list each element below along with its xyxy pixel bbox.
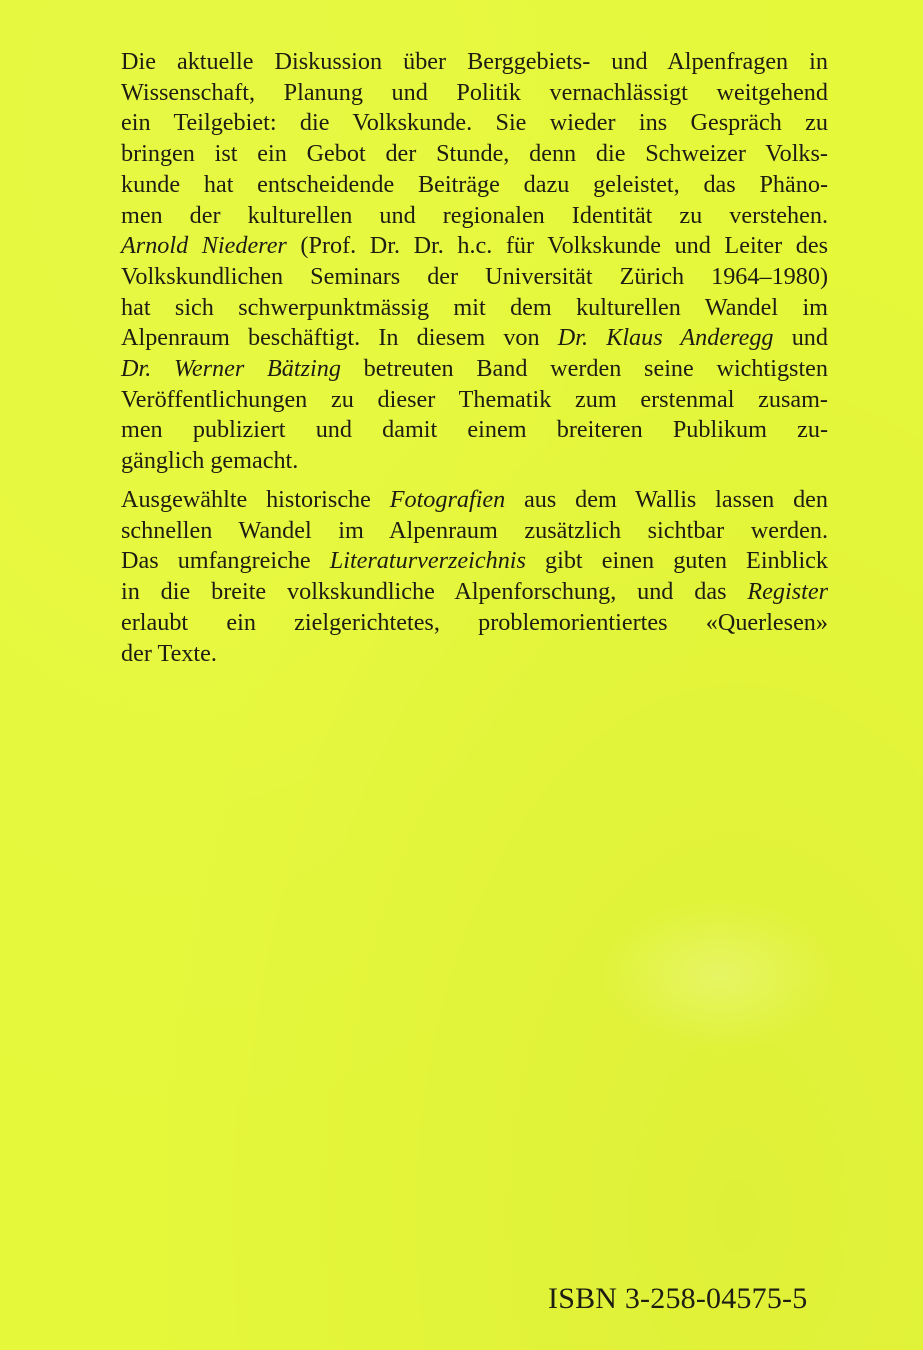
text-run: bringen ist ein Gebot der Stunde, denn die Schweizer Volks- xyxy=(121,140,828,168)
text-line xyxy=(121,577,828,608)
emphasis-term: Fotografien xyxy=(389,486,506,513)
text-line xyxy=(121,47,828,78)
text-run: Veröffentlichungen zu dieser Thematik zum erstenmal zusam- xyxy=(121,385,828,413)
text-run: erlaubt ein zielgerichtetes, problemorientiertes «Querlesen» xyxy=(121,608,828,636)
text-run: Die aktuelle Diskussion über Berggebiets- und Alpenfragen in xyxy=(121,48,828,75)
text-run: men publiziert und damit einem breiteren Publikum zu- xyxy=(121,416,828,444)
text-line xyxy=(121,108,828,139)
text-line xyxy=(121,385,828,416)
text-line xyxy=(121,446,828,477)
text-run: kunde hat entscheidende Beiträge dazu geleistet, das Phäno- xyxy=(121,170,828,198)
emphasis-term: Literaturverzeichnis xyxy=(329,547,526,575)
text-run: (Prof. Dr. Dr. h.c. für Volkskunde und Leiter des xyxy=(286,232,828,260)
text-run: gibt einen guten Einblick xyxy=(525,547,828,575)
text-run: gänglich gemacht. xyxy=(121,447,299,475)
text-line xyxy=(121,516,828,547)
text-line xyxy=(121,170,828,201)
contents-paragraph xyxy=(121,485,828,669)
text-line xyxy=(121,608,828,639)
text-run: Ausgewählte historische xyxy=(121,486,390,513)
text-line xyxy=(121,201,828,232)
description-paragraph xyxy=(121,47,828,477)
text-run: und xyxy=(773,324,828,352)
author-name: Arnold Niederer xyxy=(121,232,287,260)
text-line xyxy=(121,485,828,516)
text-line xyxy=(121,231,828,262)
emphasis-term: Register xyxy=(747,578,828,606)
text-line xyxy=(121,354,828,385)
editor-name: Dr. Klaus Anderegg xyxy=(557,324,774,352)
text-line xyxy=(121,262,828,293)
text-line xyxy=(121,78,828,109)
text-run: schnellen Wandel im Alpenraum zusätzlich sichtbar werden. xyxy=(121,516,828,544)
text-run: men der kulturellen und regionalen Identität zu verstehen. xyxy=(121,201,828,229)
text-run: betreuten Band werden seine wichtigsten xyxy=(340,355,828,383)
text-line xyxy=(121,546,828,577)
text-line xyxy=(121,323,828,354)
text-run: in die breite volkskundliche Alpenforschung, und das xyxy=(121,578,748,606)
text-line xyxy=(121,293,828,324)
editor-name: Dr. Werner Bätzing xyxy=(121,355,341,383)
text-run: hat sich schwerpunktmässig mit dem kulturellen Wandel im xyxy=(121,293,828,321)
text-run: der Texte. xyxy=(121,639,217,667)
cover-wear-mark xyxy=(600,900,840,1050)
text-run: ein Teilgebiet: die Volkskunde. Sie wieder ins Gespräch zu xyxy=(121,109,828,137)
isbn-number: ISBN 3-258-04575-5 xyxy=(548,1282,808,1315)
text-run: Volkskundlichen Seminars der Universität Zürich 1964–1980) xyxy=(121,262,828,290)
text-line xyxy=(121,415,828,446)
text-line xyxy=(121,139,828,170)
text-run: Wissenschaft, Planung und Politik vernachlässigt weitgehend xyxy=(121,78,828,106)
text-line xyxy=(121,639,828,670)
text-run: Das umfangreiche xyxy=(121,547,330,575)
text-run: Alpenraum beschäftigt. In diesem von xyxy=(121,324,558,352)
text-run: aus dem Wallis lassen den xyxy=(505,486,828,513)
